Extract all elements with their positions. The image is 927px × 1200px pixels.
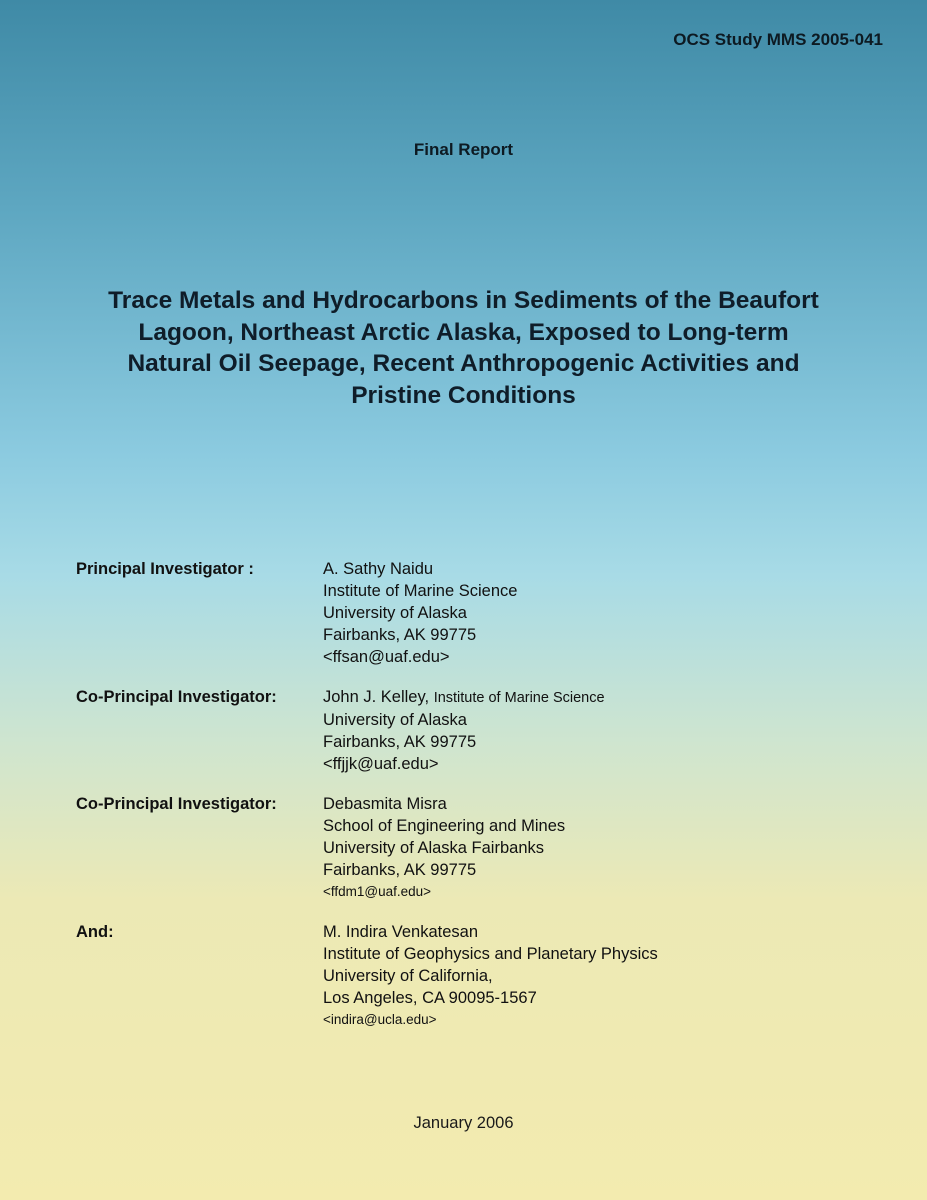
investigator-name: A. Sathy Naidu — [323, 560, 434, 578]
investigator-block — [76, 793, 876, 903]
investigator-block — [76, 921, 876, 1031]
investigator-name: John J. Kelley, — [323, 688, 430, 706]
investigator-details — [323, 793, 876, 903]
study-id: OCS Study MMS 2005-041 — [673, 30, 883, 49]
affiliation-line: Institute of Marine Science — [323, 582, 518, 600]
investigator-role: Principal Investigator : — [76, 560, 254, 578]
title-line: Pristine Conditions — [351, 381, 576, 409]
affiliation-line: University of Alaska — [323, 604, 467, 622]
email-line: <ffdm1@uaf.edu> — [323, 884, 432, 899]
investigator-details — [323, 686, 876, 775]
title-line: Lagoon, Northeast Arctic Alaska, Exposed to Long-term — [138, 318, 789, 346]
investigator-block — [76, 686, 876, 775]
affiliation-line: School of Engineering and Mines — [323, 817, 566, 835]
investigator-block — [76, 558, 876, 668]
investigator-list — [76, 558, 876, 1049]
title-line: Natural Oil Seepage, Recent Anthropogenic Activities and — [127, 350, 800, 377]
investigator-role: And: — [76, 923, 114, 941]
investigator-details — [323, 921, 876, 1031]
email-line: <ffjjk@uaf.edu> — [323, 755, 439, 773]
affiliation-line: University of Alaska Fairbanks — [323, 839, 545, 857]
investigator-role: Co-Principal Investigator: — [76, 688, 277, 706]
report-type: Final Report — [413, 140, 514, 159]
investigator-role: Co-Principal Investigator: — [76, 795, 277, 813]
email-line: <indira@ucla.edu> — [323, 1012, 437, 1027]
address-line: Los Angeles, CA 90095-1567 — [323, 989, 537, 1007]
report-date: January 2006 — [413, 1114, 514, 1132]
address-line: Fairbanks, AK 99775 — [323, 861, 477, 879]
address-line: Fairbanks, AK 99775 — [323, 733, 477, 751]
affiliation-line: Institute of Geophysics and Planetary Physics — [323, 945, 658, 963]
address-line: Fairbanks, AK 99775 — [323, 626, 477, 644]
affiliation-line: University of California, — [323, 967, 493, 985]
investigator-name: Debasmita Misra — [323, 795, 447, 813]
investigator-name: M. Indira Venkatesan — [323, 923, 479, 941]
report-title — [60, 285, 867, 411]
affiliation-line: University of Alaska — [323, 711, 467, 729]
affiliation-inline: Institute of Marine Science — [433, 690, 605, 706]
investigator-details — [323, 558, 876, 668]
email-line: <ffsan@uaf.edu> — [323, 648, 450, 666]
title-line: Trace Metals and Hydrocarbons in Sediments of the Beaufort — [108, 287, 819, 314]
investigator-name-line — [323, 686, 876, 709]
